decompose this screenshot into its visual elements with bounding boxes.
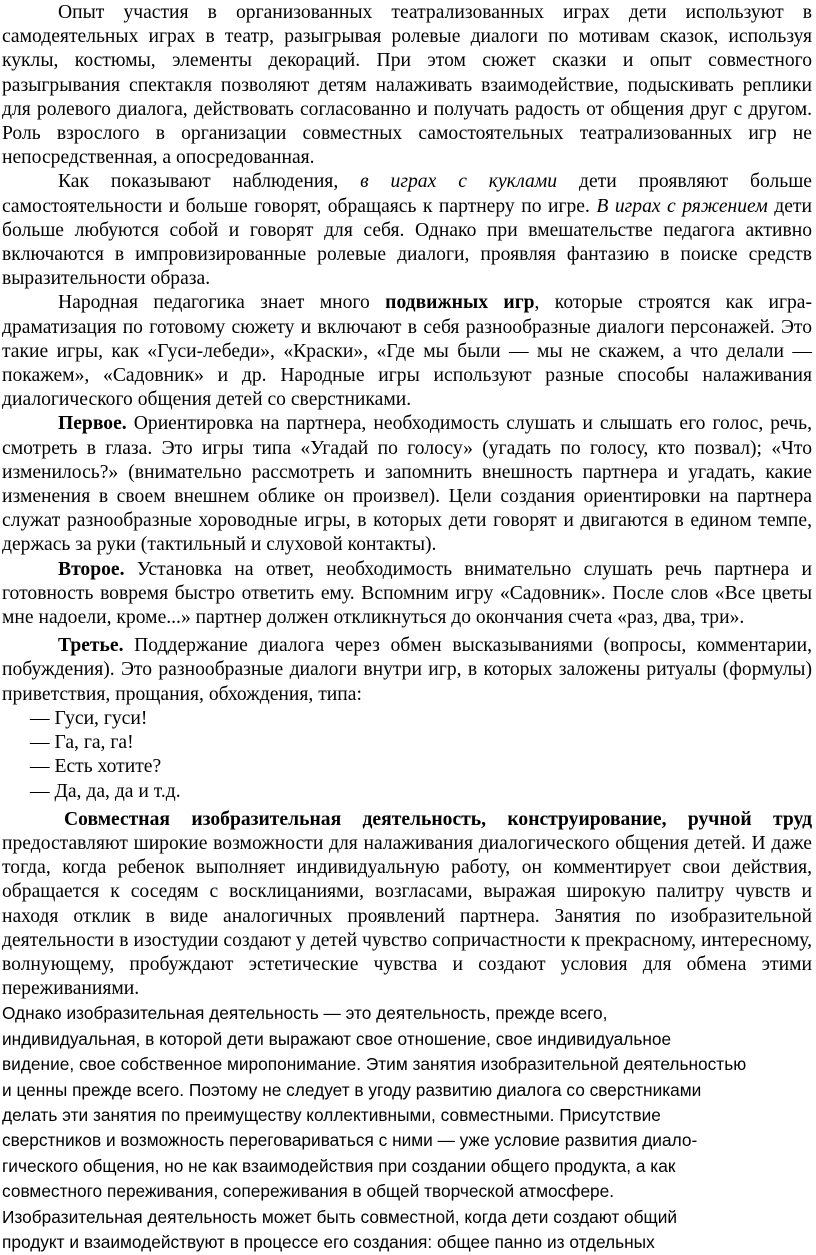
text-line: сверстников и возможность переговариваться с ними — уже условие развития диало- <box>2 1130 698 1151</box>
emphasis-puppets: в играх с куклами <box>360 171 558 193</box>
dialog-line: — Га, га, га! <box>30 732 134 754</box>
text-line: и ценны прежде всего. Поэтому не следует в угоду развитию диалога со сверстниками <box>2 1079 702 1100</box>
label-second: Второе. <box>58 558 125 580</box>
text-line: совместного переживания, сопереживания в общей творческой атмосфере. <box>2 1181 615 1202</box>
dialog-line: — Да, да, да и т.д. <box>30 780 181 802</box>
term-active-games: подвижных игр <box>385 292 535 314</box>
paragraph-theatre-games: Опыт участия в организованных театрализованных играх дети используют в самодеятельных играх в театр, разыгрывая ролевые диалоги по мотивам сказок, используя куклы, костюмы, элементы декораций. При этом сюжет сказки и опыт совместного разыгрывания спектакля позволяют детям налаживать взаимодействие, подыскивать реплики для ролевого диалога, действовать согласованно и получать радость от общения друг с другом. Роль взрослого в организации совместных самостоятельных театрализованных игр не непосредственная, а опосредованная. <box>2 2 812 169</box>
paragraph-puppets: Как показывают наблюдения, в играх с куклами дети проявляют больше самостоятельности и больше говорят, обращаясь к партнеру по игре. В играх с ряжением дети больше любуются собой и говорят для себя. Однако при вмешательстве педагога активно включаются в импровизированные ролевые диалоги, проявляя фантазию в поиске средств выразительности образа. <box>2 171 813 290</box>
label-third: Третье. <box>58 635 124 657</box>
text-line: Изобразительная деятельность может быть совместной, когда дети создают общий <box>2 1206 678 1227</box>
term-joint-activity: Совместная изобразительная деятельность, конструирование, ручной труд <box>64 808 812 830</box>
emphasis-costumes: В играх с ряжением <box>596 195 768 217</box>
paragraph-third: Третье. Поддержание диалога через обмен высказываниями (вопросы, комментарии, побуждения). Это разнообразные диалоги внутри игр, в которых заложены ритуалы (формулы) приветствия, прощания, обхождения, типа: <box>2 635 812 705</box>
paragraph-folk-games: Народная педагогика знает много подвижных игр, которые строятся как игра-драматизация по готовому сюжету и включают в себя разнообразные диалоги персонажей. Это такие игры, как «Гуси-лебеди», «Краски», «Где мы были — мы не скажем, а что делали — покажем», «Садовник» и др. Народные игры используют разные способы налаживания диалогического общения детей со сверстниками. <box>2 292 812 411</box>
dialog-line: — Гуси, гуси! <box>30 707 148 729</box>
text-line: гического общения, но не как взаимодействия при создании общего продукта, а как <box>2 1155 676 1176</box>
text-line: делать эти занятия по преимуществу коллективными, совместными. Присутствие <box>2 1104 661 1125</box>
sans-text-block <box>2 1001 812 1255</box>
text-line: индивидуальная, в которой дети выражают свое отношение, свое индивидуальное <box>2 1028 672 1049</box>
dialog-line: — Есть хотите? <box>30 756 162 778</box>
paragraph-second: Второе. Установка на ответ, необходимость внимательно слушать речь партнера и готовность вовремя быстро ответить ему. Вспомним игру «Садовник». После слов «Все цветы мне надоели, кроме...» партнер должен откликнуться до окончания счета «раз, два, три». <box>2 558 812 629</box>
label-first: Первое. <box>58 413 127 435</box>
text-line: продукт и взаимодействуют в процессе его создания: общее панно из отдельных <box>2 1231 655 1252</box>
paragraph-first: Первое. Ориентировка на партнера, необходимость слушать и слышать его голос, речь, смотреть в глаза. Это игры типа «Угадай по голосу» (угадать по голосу, кто позвал); «Что изменилось?» (внимательно рассмотреть и запомнить внешность партнера и угадать, какие изменения в своем внешнем облике он произвел). Цели создания ориентировки на партнера служат разнообразные хороводные игры, в которых дети говорят и двигаются в едином темпе, держась за руки (тактильный и слуховой контакты). <box>2 413 812 556</box>
text-line: видение, свое собственное миропонимание. Этим занятия изобразительной деятельностью <box>2 1054 747 1075</box>
text-line: Однако изобразительная деятельность — это деятельность, прежде всего, <box>2 1003 608 1024</box>
paragraph-visual-activity: Совместная изобразительная деятельность, конструирование, ручной труд предоставляют широкие возможности для налаживания диалогического общения детей. И даже тогда, когда ребенок выполняет индивидуальную работу, он комментирует свои действия, обращается к соседям с восклицаниями, возгласами, выражая широкую палитру чувств и находя отклик в виде аналогичных проявлений партнера. Занятия по изобразительной деятельности в изостудии создают у детей чувство сопричастности к прекрасному, интересному, волнующему, пробуждают эстетические чувства и создают условия для обмена этими переживаниями. <box>2 808 812 1000</box>
